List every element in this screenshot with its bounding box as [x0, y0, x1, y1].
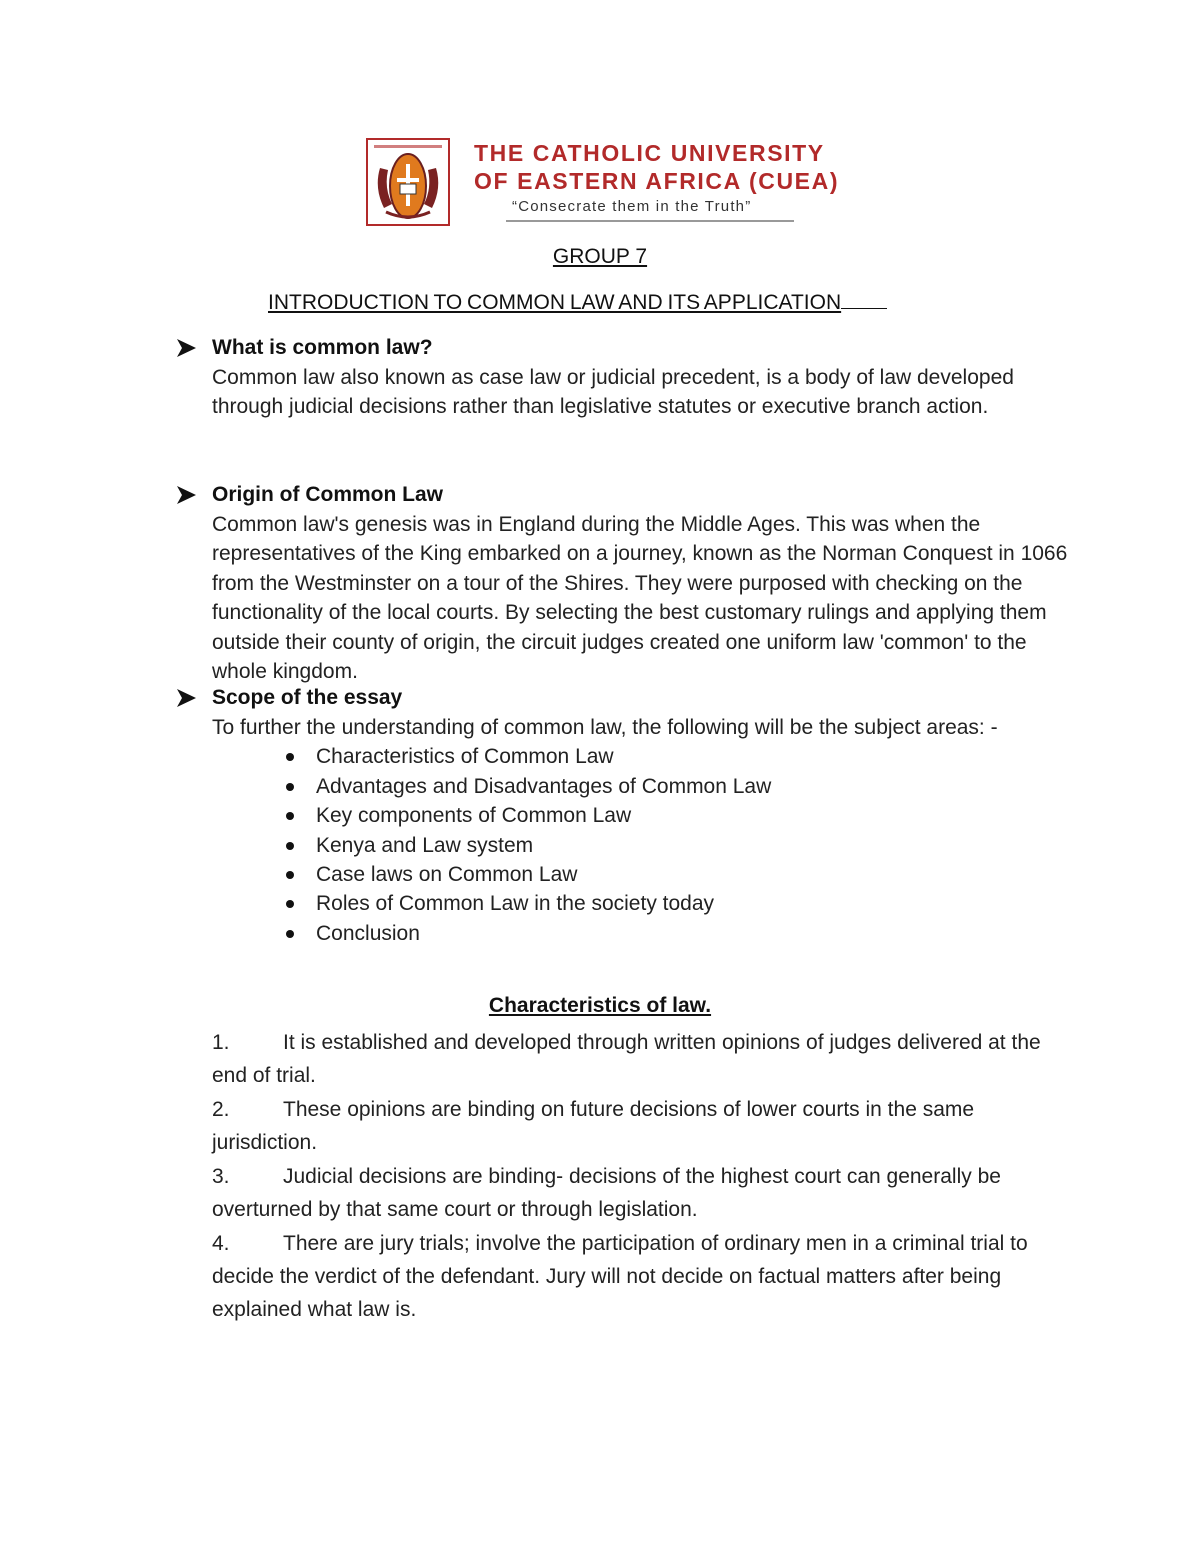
- list-item: Characteristics of Common Law: [316, 742, 1074, 771]
- university-name-line2: OF EASTERN AFRICA (CUEA): [474, 168, 840, 194]
- list-item: Case laws on Common Law: [316, 860, 1074, 889]
- numbered-item: 2. These opinions are binding on future decisions of lower courts in the same jurisdiction.: [212, 1098, 975, 1154]
- list-item: Conclusion: [316, 919, 1074, 948]
- section-heading: Scope of the essay: [174, 683, 1074, 713]
- bullet-dot-icon: [286, 783, 294, 791]
- bullet-dot-icon: [286, 842, 294, 850]
- bullet-dot-icon: [286, 930, 294, 938]
- characteristics-heading: Characteristics of law.: [488, 994, 712, 1017]
- university-name-line1: THE CATHOLIC UNIVERSITY: [474, 140, 825, 166]
- university-crest-logo: [366, 138, 450, 226]
- section-heading: Origin of Common Law: [174, 480, 1074, 510]
- group-title: GROUP 7: [552, 245, 648, 268]
- numbered-item: 1. It is established and developed through written opinions of judges delivered at the end of trial.: [212, 1031, 1041, 1087]
- arrow-bullet-icon: [174, 687, 198, 709]
- characteristics-list: [212, 1026, 1062, 1327]
- university-motto: “Consecrate them in the Truth”: [512, 198, 752, 215]
- document-title: INTRODUCTION TO COMMON LAW AND ITS APPLICATION: [268, 290, 887, 315]
- list-item: Roles of Common Law in the society today: [316, 889, 1074, 918]
- topic-list: [174, 742, 1074, 948]
- section-what-is-common-law: [174, 333, 1074, 422]
- numbered-item: 3. Judicial decisions are binding- decisions of the highest court can generally be overturned by that same court or through legislation.: [212, 1165, 1001, 1221]
- arrow-bullet-icon: [174, 337, 198, 359]
- motto-divider: [506, 220, 794, 222]
- section-body: To further the understanding of common law, the following will be the subject areas: -: [212, 716, 998, 739]
- university-header: [366, 138, 846, 230]
- section-body: Common law also known as case law or judicial precedent, is a body of law developed through judicial decisions rather than legislative statutes or executive branch action.: [212, 366, 1014, 419]
- list-item: Key components of Common Law: [316, 801, 1074, 830]
- list-item: Advantages and Disadvantages of Common Law: [316, 772, 1074, 801]
- title-underline-tail: [841, 290, 887, 309]
- bullet-dot-icon: [286, 753, 294, 761]
- section-body: Common law's genesis was in England during the Middle Ages. This was when the representatives of the King embarked on a journey, known as the Norman Conquest in 1066 from the Westminster on a tour of the Shires. They were purposed with checking on the functionality of the local courts. By selecting the best customary rulings and applying them outside their county of origin, the circuit judges created one uniform law 'common' to the whole kingdom.: [212, 513, 1068, 684]
- section-scope-of-essay: [174, 683, 1074, 948]
- arrow-bullet-icon: [174, 484, 198, 506]
- bullet-dot-icon: [286, 900, 294, 908]
- numbered-item: 4. There are jury trials; involve the participation of ordinary men in a criminal trial to decide the verdict of the defendant. Jury will not decide on factual matters after being explained what law is.: [212, 1232, 1028, 1321]
- bullet-dot-icon: [286, 871, 294, 879]
- bullet-dot-icon: [286, 812, 294, 820]
- list-item: Kenya and Law system: [316, 831, 1074, 860]
- section-origin-of-common-law: [174, 480, 1074, 686]
- section-heading: What is common law?: [174, 333, 1074, 363]
